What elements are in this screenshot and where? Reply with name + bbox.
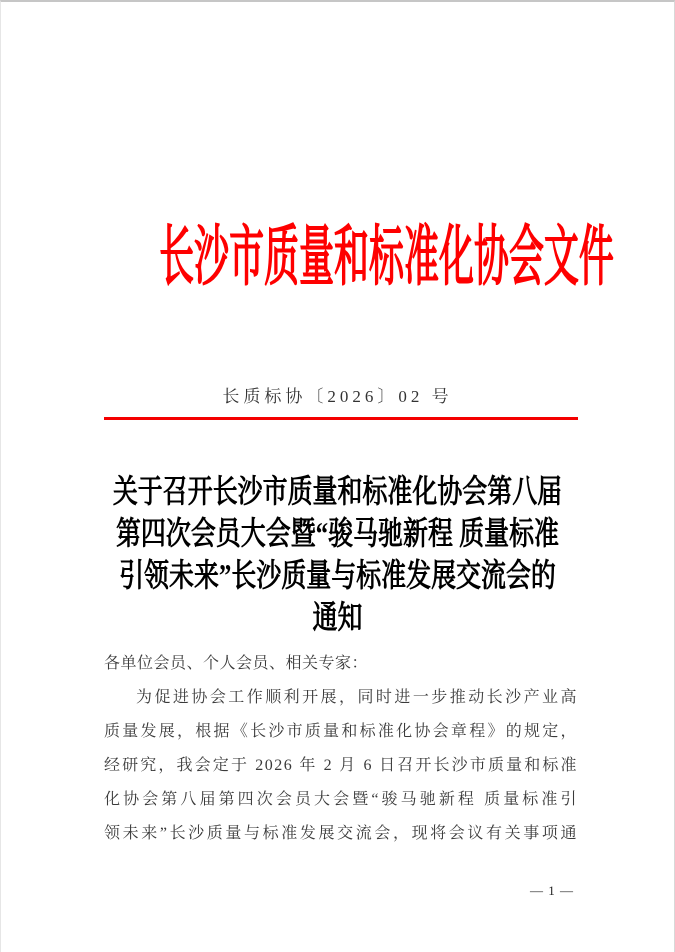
doc-reference-number: 长质标协〔2026〕02 号 bbox=[222, 387, 453, 406]
salutation-line: 各单位会员、个人会员、相关专家： bbox=[104, 655, 369, 672]
notice-title-line-3: 引领未来”长沙质量与标准发展交流会的 bbox=[119, 557, 556, 593]
notice-title-line-2: 第四次会员大会暨“骏马驰新程 质量标准 bbox=[115, 515, 560, 551]
body-line-4: 化协会第八届第四次会员大会暨“骏马驰新程 质量标准引 bbox=[104, 791, 578, 808]
body-text bbox=[104, 647, 578, 851]
page-number: — 1 — bbox=[530, 883, 574, 898]
notice-title-line-4: 通知 bbox=[312, 599, 363, 635]
letterhead-title: 长沙市质量和标准化协会文件 bbox=[159, 221, 614, 294]
body-line-3: 经研究，我会定于 2026 年 2 月 6 日召开长沙市质量和标准 bbox=[104, 757, 578, 774]
red-divider-line bbox=[104, 417, 578, 420]
body-line-5: 领未来”长沙质量与标准发展交流会，现将会议有关事项通 bbox=[104, 825, 578, 842]
notice-title-line-1: 关于召开长沙市质量和标准化协会第八届 bbox=[112, 473, 563, 509]
body-line-1: 为促进协会工作顺利开展，同时进一步推动长沙产业高 bbox=[136, 689, 578, 706]
body-line-2: 质量发展，根据《长沙市质量和标准化协会章程》的规定， bbox=[104, 723, 578, 740]
notice-title bbox=[1, 470, 674, 638]
